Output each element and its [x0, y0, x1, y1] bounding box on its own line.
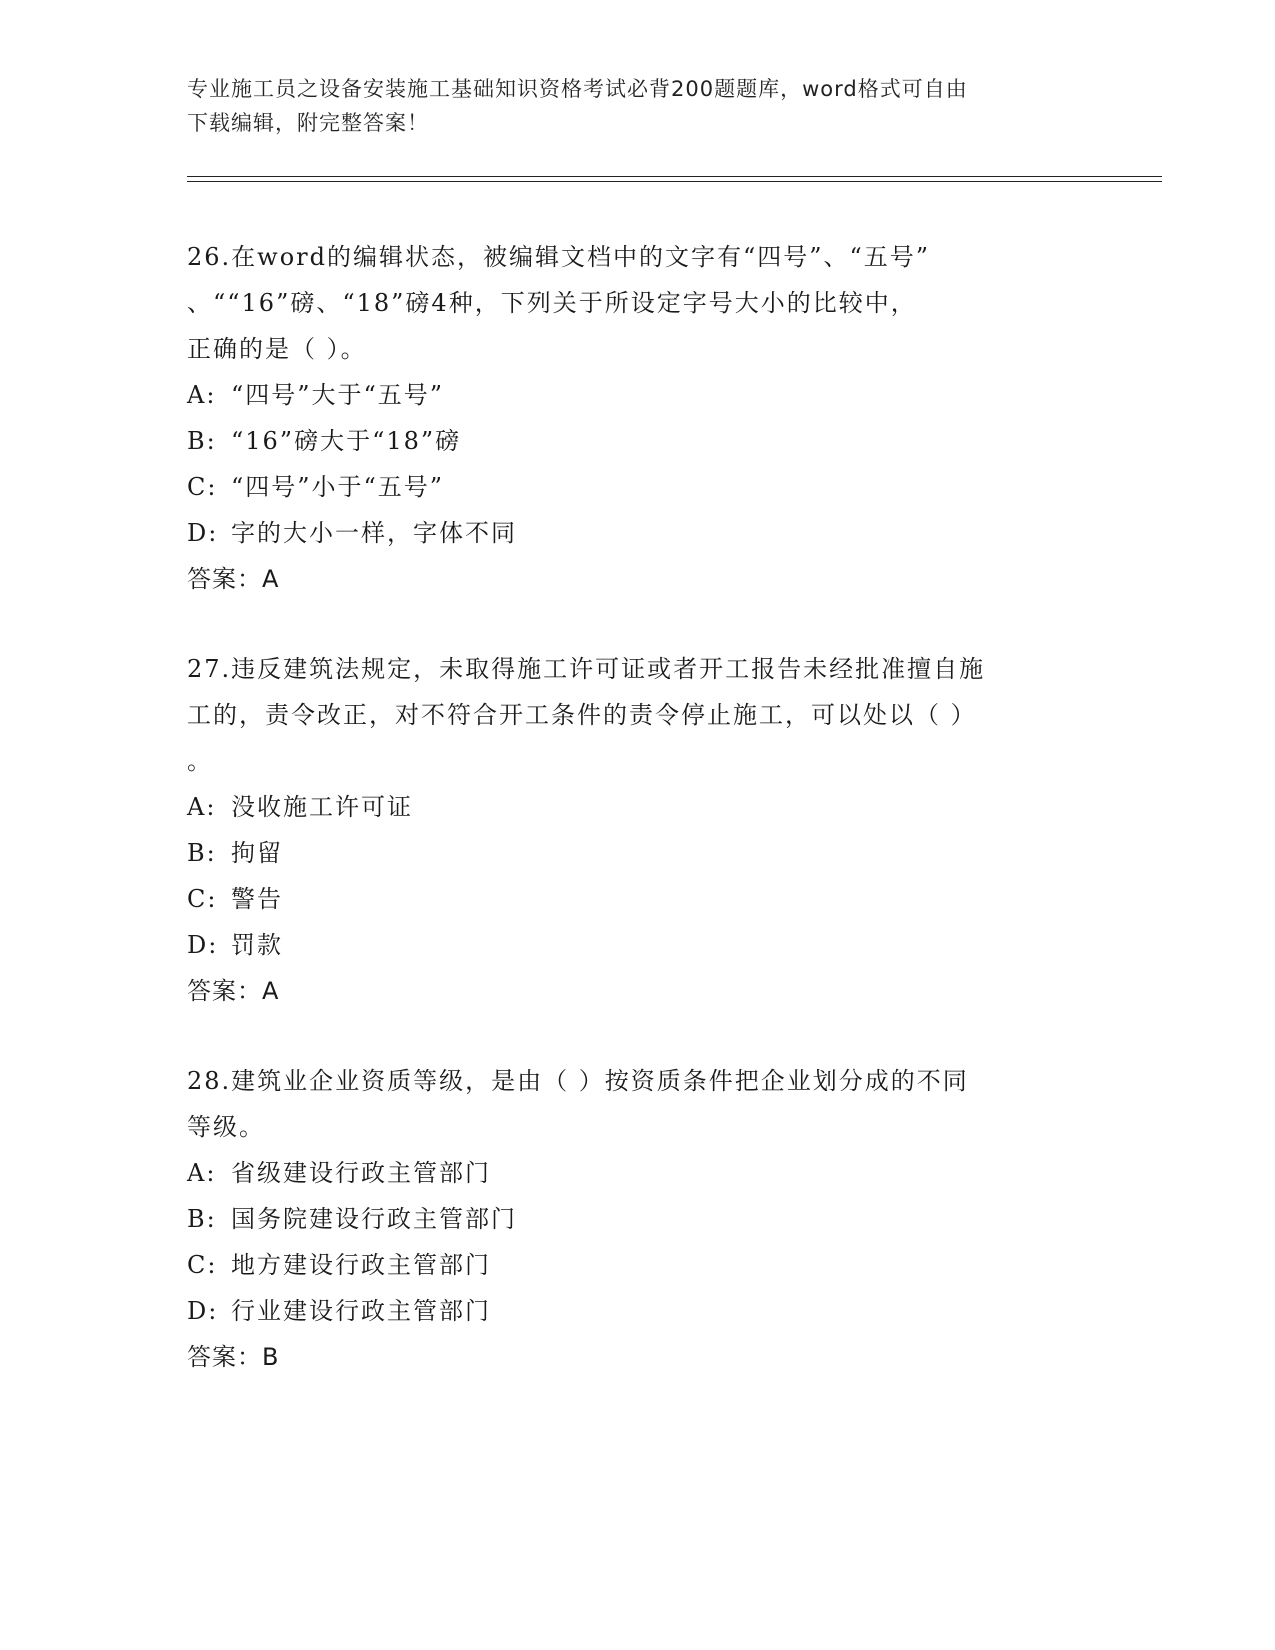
option-a: [187, 784, 1107, 830]
option-letter: B:: [187, 427, 217, 455]
question-28: [187, 1058, 1107, 1380]
option-letter: C:: [187, 885, 218, 913]
option-b: [187, 830, 1107, 876]
option-text: 国务院建设行政主管部门: [231, 1205, 517, 1233]
question-stem: 工的，责令改正，对不符合开工条件的责令停止施工，可以处以（ ）: [187, 701, 977, 729]
option-b: [187, 1196, 1107, 1242]
option-letter: A:: [187, 793, 217, 821]
option-a: [187, 372, 1107, 418]
option-letter: A:: [187, 1159, 217, 1187]
answer: 答案：B: [187, 1343, 280, 1371]
document-header: [187, 72, 1087, 140]
option-c: [187, 464, 1107, 510]
question-stem: 。: [187, 747, 213, 775]
question-stem: 正确的是（ ）。: [187, 335, 367, 363]
option-text: 拘留: [231, 839, 283, 867]
option-text: 没收施工许可证: [231, 793, 413, 821]
header-divider: [187, 176, 1162, 177]
option-text: “16”磅大于“18”磅: [231, 427, 462, 455]
header-line: 专业施工员之设备安装施工基础知识资格考试必背200题题库，word格式可自由: [187, 77, 968, 101]
option-letter: D:: [187, 931, 219, 959]
question-27: [187, 646, 1107, 1014]
option-b: [187, 418, 1107, 464]
answer: 答案：A: [187, 977, 280, 1005]
option-text: 警告: [231, 885, 283, 913]
option-a: [187, 1150, 1107, 1196]
header-line: 下载编辑，附完整答案！: [187, 111, 429, 135]
option-text: “四号”小于“五号”: [231, 473, 445, 501]
option-text: “四号”大于“五号”: [231, 381, 445, 409]
option-letter: B:: [187, 839, 217, 867]
option-d: [187, 1288, 1107, 1334]
question-stem: 28.建筑业企业资质等级，是由（ ）按资质条件把企业划分成的不同: [187, 1067, 969, 1095]
option-text: 字的大小一样，字体不同: [231, 519, 517, 547]
option-text: 行业建设行政主管部门: [231, 1297, 491, 1325]
option-letter: D:: [187, 519, 219, 547]
option-text: 省级建设行政主管部门: [231, 1159, 491, 1187]
option-c: [187, 876, 1107, 922]
question-stem: 26.在word的编辑状态，被编辑文档中的文字有“四号”、“五号”: [187, 243, 931, 271]
option-d: [187, 922, 1107, 968]
question-stem: 等级。: [187, 1113, 265, 1141]
option-d: [187, 510, 1107, 556]
header-divider: [187, 181, 1162, 182]
option-letter: D:: [187, 1297, 219, 1325]
question-list: [187, 234, 1107, 1424]
option-text: 罚款: [231, 931, 283, 959]
answer: 答案：A: [187, 565, 280, 593]
option-letter: C:: [187, 473, 218, 501]
question-stem: 27.违反建筑法规定，未取得施工许可证或者开工报告未经批准擅自施: [187, 655, 986, 683]
question-26: [187, 234, 1107, 602]
option-text: 地方建设行政主管部门: [231, 1251, 491, 1279]
option-c: [187, 1242, 1107, 1288]
option-letter: C:: [187, 1251, 218, 1279]
option-letter: B:: [187, 1205, 217, 1233]
question-stem: 、““16”磅、“18”磅4种，下列关于所设定字号大小的比较中，: [187, 289, 917, 317]
option-letter: A:: [187, 381, 217, 409]
